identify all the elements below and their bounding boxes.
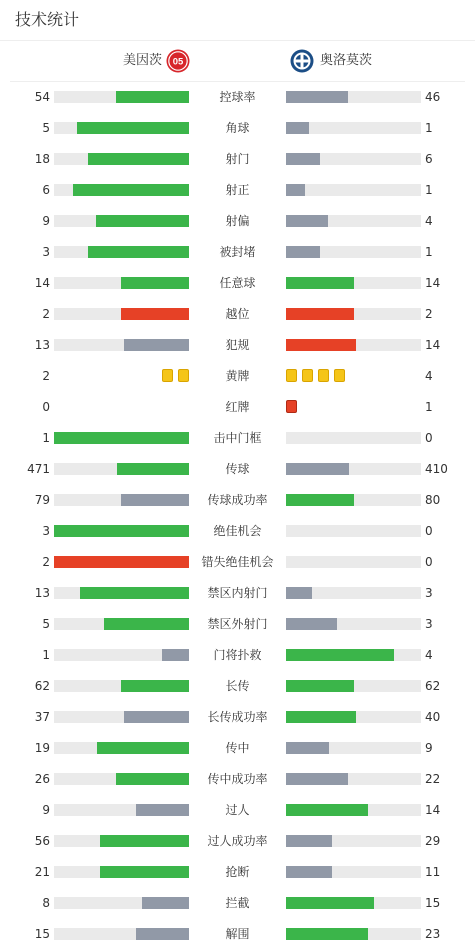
away-stat-bar	[286, 897, 421, 909]
home-stat-value: 13	[34, 586, 50, 600]
away-stat-value: 11	[425, 865, 441, 879]
home-stat-bar	[54, 308, 189, 320]
away-team-name[interactable]: 奥洛莫茨	[320, 53, 373, 68]
away-stat-value: 62	[425, 679, 441, 693]
away-stat-bar-fill	[286, 308, 354, 320]
stat-label: 禁区内射门	[207, 586, 268, 600]
yellow-card-icon	[178, 369, 189, 382]
away-stat-bar	[286, 91, 421, 103]
home-stat-value: 3	[42, 524, 50, 538]
away-stat-bar-fill	[286, 711, 356, 723]
stat-row	[0, 640, 475, 671]
home-stat-bar-fill	[100, 866, 189, 878]
stat-label: 长传	[225, 679, 250, 693]
home-stat-bar-fill	[136, 804, 189, 816]
away-stat-value: 1	[425, 400, 433, 414]
home-stat-bar	[54, 153, 189, 165]
away-stat-bar	[286, 122, 421, 134]
stat-label: 红牌	[225, 400, 250, 414]
away-stat-value: 9	[425, 741, 433, 755]
away-stat-bar	[286, 680, 421, 692]
away-stat-value: 80	[425, 493, 441, 507]
stat-label: 击中门框	[213, 431, 262, 445]
home-stat-value: 9	[42, 803, 50, 817]
home-stat-bar-fill	[88, 153, 189, 165]
away-stat-bar-fill	[286, 91, 348, 103]
away-stat-bar	[286, 246, 421, 258]
stat-label: 传中成功率	[207, 772, 268, 786]
away-stat-bar	[286, 308, 421, 320]
home-stat-value: 56	[34, 834, 50, 848]
stat-label: 门将扑救	[213, 648, 262, 662]
home-stat-bar	[54, 91, 189, 103]
home-stat-value: 54	[34, 90, 50, 104]
stat-row	[0, 733, 475, 764]
stat-label: 传中	[225, 741, 250, 755]
away-stat-bar-fill	[286, 773, 348, 785]
stat-row	[0, 702, 475, 733]
away-stat-bar-fill	[286, 804, 368, 816]
away-stat-value: 4	[425, 369, 433, 383]
home-stat-value: 2	[42, 555, 50, 569]
olomouc-crest-icon[interactable]	[290, 49, 314, 73]
stat-row	[0, 919, 475, 950]
home-stat-bar-fill	[54, 525, 189, 537]
away-stat-bar	[286, 215, 421, 227]
home-stat-bar-fill	[80, 587, 189, 599]
home-stat-value: 1	[42, 431, 50, 445]
away-stat-value: 1	[425, 245, 433, 259]
stat-row	[0, 144, 475, 175]
away-stat-bar	[286, 556, 421, 568]
home-stat-value: 5	[42, 121, 50, 135]
home-stat-bar	[54, 525, 189, 537]
away-stat-bar-fill	[286, 277, 354, 289]
stat-row	[0, 764, 475, 795]
stat-label: 抢断	[225, 865, 250, 879]
away-stat-bar-fill	[286, 618, 337, 630]
home-stat-value: 21	[34, 865, 50, 879]
away-stat-value: 46	[425, 90, 441, 104]
home-stat-bar-fill	[124, 711, 189, 723]
away-stat-value: 40	[425, 710, 441, 724]
home-stat-bar-fill	[121, 494, 189, 506]
home-stat-value: 5	[42, 617, 50, 631]
home-stat-bar-fill	[136, 928, 189, 940]
away-stat-value: 4	[425, 214, 433, 228]
stat-row	[0, 826, 475, 857]
away-stat-bar-fill	[286, 649, 394, 661]
away-stat-value: 4	[425, 648, 433, 662]
home-stat-bar	[54, 432, 189, 444]
home-stat-bar-fill	[54, 432, 189, 444]
away-stat-value: 29	[425, 834, 441, 848]
section-title: 技术统计	[15, 10, 80, 29]
away-stat-value: 3	[425, 617, 433, 631]
stat-label: 长传成功率	[207, 710, 268, 724]
home-stat-bar-fill	[121, 277, 189, 289]
stat-label: 错失绝佳机会	[201, 555, 274, 569]
home-stat-value: 1	[42, 648, 50, 662]
home-stat-bar-fill	[73, 184, 189, 196]
home-stat-bar-fill	[117, 463, 189, 475]
home-stat-value: 471	[27, 462, 50, 476]
away-stat-bar	[286, 804, 421, 816]
home-stat-value: 13	[34, 338, 50, 352]
away-stat-bar	[286, 866, 421, 878]
home-stat-bar	[54, 339, 189, 351]
away-stat-bar	[286, 432, 421, 444]
away-stat-bar-fill	[286, 742, 329, 754]
home-stat-value: 26	[34, 772, 50, 786]
stat-row	[0, 268, 475, 299]
home-stat-value: 37	[34, 710, 50, 724]
away-stat-value: 15	[425, 896, 441, 910]
away-stat-bar-fill	[286, 897, 374, 909]
stat-label: 禁区外射门	[207, 617, 268, 631]
home-stat-bar-fill	[124, 339, 189, 351]
stat-label: 射偏	[225, 214, 250, 228]
yellow-card-icon	[286, 369, 297, 382]
home-stat-value: 19	[34, 741, 50, 755]
away-stat-value: 2	[425, 307, 433, 321]
home-stat-bar-fill	[96, 215, 189, 227]
home-stat-bar	[54, 649, 189, 661]
away-stat-bar	[286, 587, 421, 599]
home-stat-bar-fill	[54, 556, 189, 568]
home-stat-bar-fill	[88, 246, 189, 258]
away-stat-bar-fill	[286, 153, 320, 165]
away-stat-bar	[286, 649, 421, 661]
home-stat-value: 9	[42, 214, 50, 228]
stat-label: 绝佳机会	[213, 524, 262, 538]
away-stat-bar	[286, 742, 421, 754]
home-stat-bar	[54, 556, 189, 568]
stat-row	[0, 299, 475, 330]
red-card-icon	[286, 400, 297, 413]
away-stat-value: 14	[425, 276, 441, 290]
stat-row	[0, 671, 475, 702]
away-stat-value: 3	[425, 586, 433, 600]
stat-row	[0, 454, 475, 485]
away-stat-bar-fill	[286, 246, 320, 258]
home-stat-value: 2	[42, 369, 50, 383]
away-stat-bar-fill	[286, 494, 354, 506]
away-stat-value: 14	[425, 803, 441, 817]
stat-row	[0, 516, 475, 547]
stat-row	[0, 361, 475, 392]
stat-row	[0, 485, 475, 516]
stat-row	[0, 330, 475, 361]
home-stat-bar	[54, 773, 189, 785]
home-stat-bar	[54, 587, 189, 599]
away-stat-value: 6	[425, 152, 433, 166]
away-stat-bar-fill	[286, 122, 309, 134]
stat-label: 过人	[225, 803, 250, 817]
home-stat-value: 6	[42, 183, 50, 197]
home-stat-bar	[54, 494, 189, 506]
stat-label: 传球成功率	[207, 493, 268, 507]
stat-label: 拦截	[225, 896, 250, 910]
away-stat-bar	[286, 835, 421, 847]
away-stat-value: 410	[425, 462, 448, 476]
home-stat-value: 15	[34, 927, 50, 941]
away-stat-value: 0	[425, 431, 433, 445]
home-stat-bar	[54, 246, 189, 258]
home-stat-value: 3	[42, 245, 50, 259]
away-stat-bar-fill	[286, 835, 332, 847]
stat-row	[0, 888, 475, 919]
stat-label: 过人成功率	[207, 834, 268, 848]
home-stat-bar-fill	[77, 122, 189, 134]
stat-label: 角球	[225, 121, 250, 135]
away-stat-bar	[286, 525, 421, 537]
yellow-card-icon	[302, 369, 313, 382]
mainz-crest-icon[interactable]	[166, 49, 190, 73]
yellow-card-icon	[318, 369, 329, 382]
home-stat-bar	[54, 463, 189, 475]
away-stat-bar-fill	[286, 928, 368, 940]
home-stat-bar	[54, 184, 189, 196]
home-stat-bar	[54, 215, 189, 227]
stat-label: 被封堵	[219, 245, 256, 259]
stat-row	[0, 795, 475, 826]
home-stat-value: 8	[42, 896, 50, 910]
home-stat-value: 14	[34, 276, 50, 290]
stat-row	[0, 392, 475, 423]
away-stat-bar-fill	[286, 680, 354, 692]
home-stat-bar	[54, 277, 189, 289]
away-cards	[286, 369, 350, 383]
home-stat-bar-fill	[116, 773, 189, 785]
home-stat-bar-fill	[142, 897, 189, 909]
home-stat-bar	[54, 618, 189, 630]
stat-label: 任意球	[219, 276, 256, 290]
home-stat-bar-fill	[97, 742, 189, 754]
away-stat-value: 1	[425, 121, 433, 135]
home-stat-bar	[54, 897, 189, 909]
home-stat-bar	[54, 866, 189, 878]
away-stat-value: 0	[425, 555, 433, 569]
stat-row	[0, 578, 475, 609]
away-stat-value: 22	[425, 772, 441, 786]
away-stat-value: 0	[425, 524, 433, 538]
stat-row	[0, 175, 475, 206]
away-stat-bar	[286, 494, 421, 506]
away-cards	[286, 400, 302, 414]
stat-label: 黄牌	[225, 369, 250, 383]
stat-row	[0, 237, 475, 268]
teams-header	[0, 41, 475, 81]
stat-row	[0, 82, 475, 113]
home-stat-bar	[54, 804, 189, 816]
stat-label: 射门	[225, 152, 250, 166]
home-stat-value: 18	[34, 152, 50, 166]
stat-row	[0, 206, 475, 237]
stat-row	[0, 113, 475, 144]
home-stat-bar	[54, 928, 189, 940]
away-stat-bar	[286, 339, 421, 351]
stat-row	[0, 609, 475, 640]
stat-label: 越位	[225, 307, 250, 321]
home-stat-bar-fill	[121, 308, 189, 320]
away-stat-value: 1	[425, 183, 433, 197]
away-stat-bar	[286, 618, 421, 630]
home-stat-bar-fill	[116, 91, 189, 103]
home-stat-bar-fill	[100, 835, 189, 847]
home-stat-value: 79	[34, 493, 50, 507]
stat-label: 控球率	[219, 90, 256, 104]
stat-label: 射正	[225, 183, 250, 197]
stat-label: 犯规	[225, 338, 250, 352]
away-stat-value: 23	[425, 927, 441, 941]
stat-row	[0, 547, 475, 578]
stat-label: 解围	[225, 927, 250, 941]
home-stat-bar-fill	[121, 680, 189, 692]
yellow-card-icon	[334, 369, 345, 382]
stat-row	[0, 857, 475, 888]
yellow-card-icon	[162, 369, 173, 382]
away-stat-bar-fill	[286, 339, 356, 351]
svg-text:05: 05	[172, 56, 184, 68]
home-team-name[interactable]: 美因茨	[122, 53, 162, 68]
away-stat-bar	[286, 711, 421, 723]
away-stat-value: 14	[425, 338, 441, 352]
home-stat-bar	[54, 742, 189, 754]
away-stat-bar	[286, 277, 421, 289]
away-stat-bar	[286, 184, 421, 196]
away-stat-bar-fill	[286, 463, 349, 475]
away-stat-bar	[286, 773, 421, 785]
home-stat-value: 2	[42, 307, 50, 321]
home-stat-value: 0	[42, 400, 50, 414]
home-stat-bar-fill	[162, 649, 189, 661]
stat-label: 传球	[225, 462, 250, 476]
away-stat-bar	[286, 928, 421, 940]
away-stat-bar-fill	[286, 215, 328, 227]
away-stat-bar	[286, 463, 421, 475]
home-stat-bar	[54, 835, 189, 847]
away-stat-bar	[286, 153, 421, 165]
home-cards	[157, 369, 189, 383]
home-stat-bar	[54, 711, 189, 723]
home-stat-bar-fill	[104, 618, 189, 630]
home-stat-value: 62	[34, 679, 50, 693]
stat-row	[0, 423, 475, 454]
away-stat-bar-fill	[286, 866, 332, 878]
home-stat-bar	[54, 122, 189, 134]
away-stat-bar-fill	[286, 587, 312, 599]
away-stat-bar-fill	[286, 184, 305, 196]
home-stat-bar	[54, 680, 189, 692]
